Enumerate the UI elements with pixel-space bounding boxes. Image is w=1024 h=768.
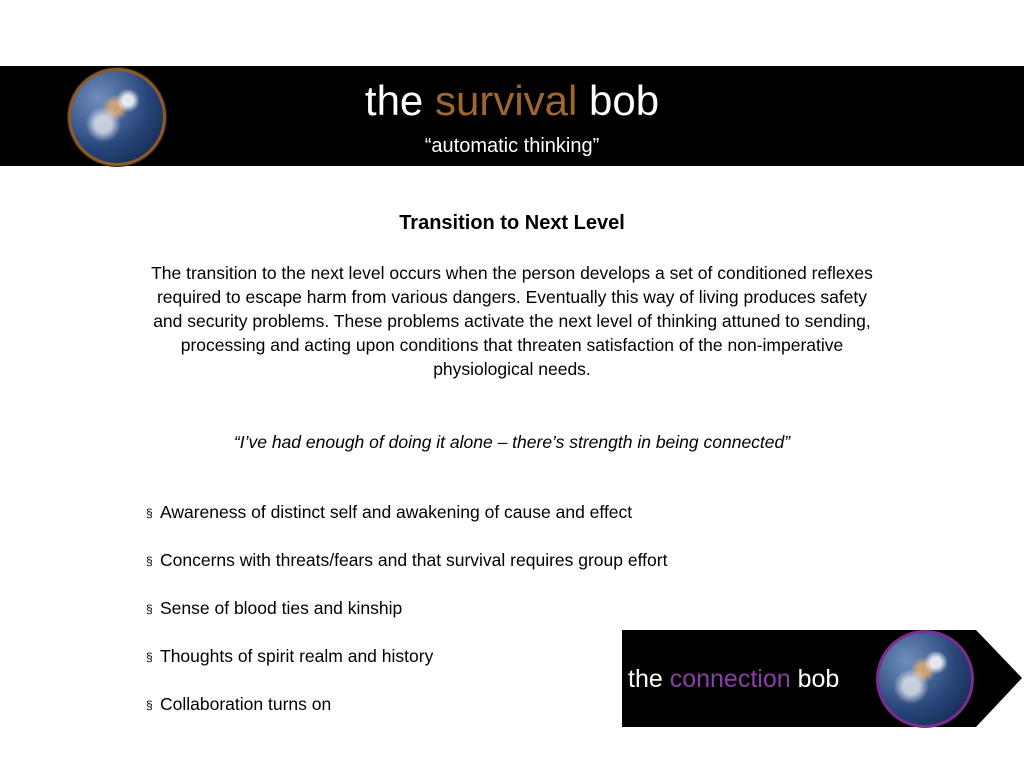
bullet-icon: § — [146, 506, 153, 520]
list-item — [146, 692, 667, 740]
title-prefix: the — [364, 77, 435, 124]
section-body: The transition to the next level occurs when the person develops a set of conditioned reflexes required to escape harm from various dangers. Eventually this way of living produces safety and security problems. These problems activate the next level of thinking attuned to sending, processing and acting upon conditions that threaten satisfaction of the non-imperative physiological needs. — [151, 263, 873, 379]
next-level-label — [628, 664, 839, 694]
section-quote: “I’ve had enough of doing it alone – there’s strength in being connected” — [233, 432, 791, 452]
title-suffix: bob — [577, 77, 660, 124]
title-accent: survival — [434, 77, 578, 124]
bullet-icon: § — [146, 554, 153, 568]
next-label-prefix: the — [628, 665, 670, 693]
bullet-icon: § — [146, 602, 153, 616]
bullet-icon: § — [146, 650, 153, 664]
bullet-text: Awareness of distinct self and awakening of cause and effect — [160, 502, 633, 522]
next-level-button[interactable] — [622, 630, 1022, 727]
page-title — [0, 76, 1024, 126]
bullet-text: Thoughts of spirit realm and history — [160, 646, 434, 666]
bullet-list — [146, 500, 667, 740]
bullet-text: Concerns with threats/fears and that survival requires group effort — [160, 550, 668, 570]
list-item — [146, 644, 667, 692]
bullet-text: Sense of blood ties and kinship — [160, 598, 403, 618]
next-label-suffix: bob — [790, 665, 840, 693]
page-subtitle: “automatic thinking” — [424, 135, 600, 157]
list-item — [146, 548, 667, 596]
list-item — [146, 596, 667, 644]
section-heading: Transition to Next Level — [399, 212, 625, 234]
bullet-text: Collaboration turns on — [160, 694, 332, 714]
next-label-accent: connection — [669, 665, 791, 693]
bullet-icon: § — [146, 698, 153, 712]
earth-globe-icon — [876, 630, 974, 728]
list-item — [146, 500, 667, 548]
